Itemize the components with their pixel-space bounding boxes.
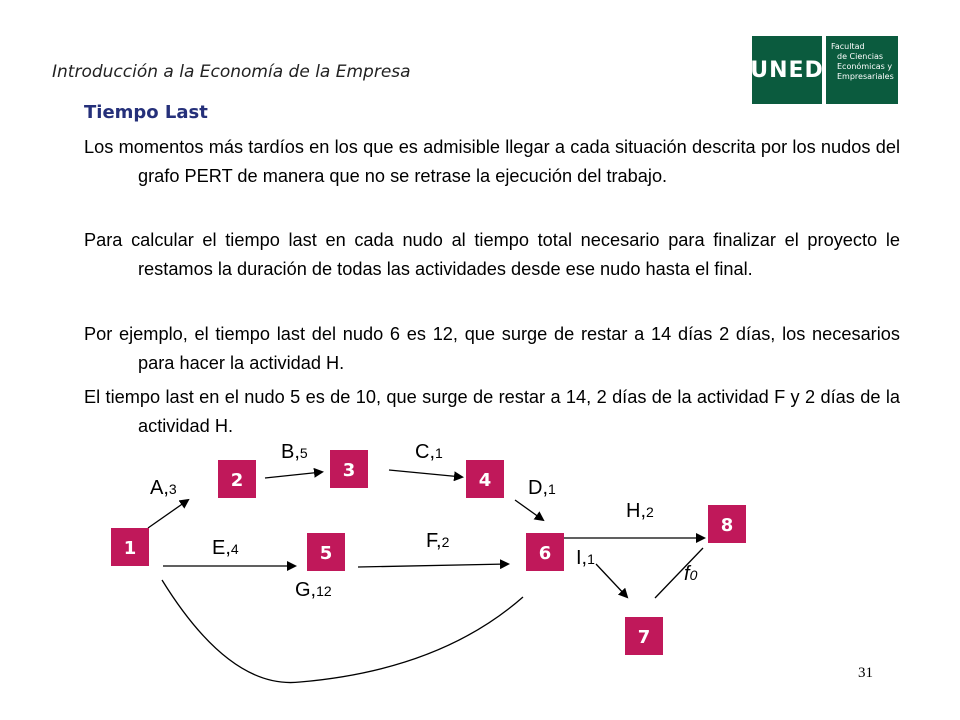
logo-line: Empresariales — [837, 72, 894, 81]
page-number: 31 — [858, 665, 873, 681]
svg-text:4: 4 — [478, 470, 492, 491]
edge-b-arrow — [265, 472, 322, 478]
edge-c-label: C,1 — [415, 441, 443, 463]
node-1 — [111, 528, 149, 566]
section-heading: Tiempo Last — [84, 102, 208, 123]
paragraph: Los momentos más tardíos en los que es admisible llegar a cada situación descrita por los nudos del grafo PERT de manera que no se retrase la ejecución del trabajo. — [84, 137, 900, 186]
edge-c-arrow — [389, 470, 462, 477]
edge-f-label: F,2 — [426, 530, 450, 552]
edge-a-label: A,3 — [150, 477, 177, 499]
edge-g-label: G,12 — [295, 579, 332, 601]
node-5 — [307, 533, 345, 571]
svg-text:1: 1 — [123, 538, 137, 559]
edge-b-label: B,5 — [281, 441, 308, 463]
svg-text:3: 3 — [342, 460, 356, 481]
edge-f-arrow — [358, 564, 508, 567]
node-3 — [330, 450, 368, 488]
course-title: Introducción a la Economía de la Empresa — [52, 62, 411, 82]
node-7 — [625, 617, 663, 655]
edge-d-label: D,1 — [528, 477, 556, 499]
svg-text:6: 6 — [538, 543, 552, 564]
logo-line: de Ciencias — [837, 52, 884, 61]
paragraph: Para calcular el tiempo last en cada nudo al tiempo total necesario para finalizar el proyecto le restamos la duración de todas las actividades desde ese nudo hasta el final. — [84, 230, 900, 279]
logo-line: Facultad — [831, 42, 865, 51]
edge-i-arrow — [596, 564, 627, 597]
edge-a-arrow — [148, 500, 188, 528]
edge-d-arrow — [515, 500, 543, 520]
edge-g-curve — [162, 580, 523, 683]
node-8 — [708, 505, 746, 543]
node-2 — [218, 460, 256, 498]
node-4 — [466, 460, 504, 498]
edge-e-label: E,4 — [212, 537, 239, 559]
svg-text:8: 8 — [720, 515, 734, 536]
paragraph: El tiempo last en el nudo 5 es de 10, que surge de restar a 14, 2 días de la actividad F y 2 días de la actividad H. — [84, 387, 900, 436]
logo-main-text: UNED — [752, 36, 822, 104]
svg-text:5: 5 — [319, 543, 333, 564]
logo-line: Económicas y — [837, 62, 893, 71]
edge-f0-label: f0 — [684, 563, 698, 585]
svg-text:2: 2 — [230, 470, 244, 491]
paragraph: Por ejemplo, el tiempo last del nudo 6 es 12, que surge de restar a 14 días 2 días, los necesarios para hacer la actividad H. — [84, 324, 900, 373]
svg-text:7: 7 — [637, 627, 651, 648]
edge-h-label: H,2 — [626, 500, 654, 522]
node-6 — [526, 533, 564, 571]
edge-i-label: I,1 — [576, 547, 595, 569]
